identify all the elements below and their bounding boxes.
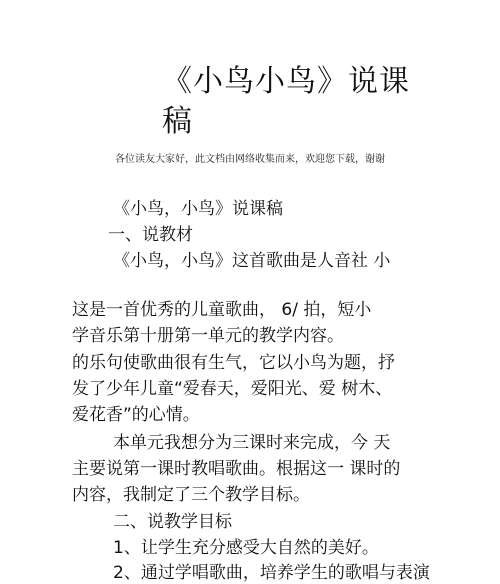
paragraph-line: 1、让学生充分感受大自然的美好。 bbox=[113, 538, 379, 558]
paragraph-line: 这是一首优秀的儿童歌曲， 6/ 拍，短小 bbox=[72, 300, 372, 320]
section-heading: 二、说教学目标 bbox=[113, 512, 232, 532]
paragraph-line: 爱花香”的心情。 bbox=[72, 405, 200, 425]
download-note: 各位读友大家好，此文档由网络收集而来，欢迎您下载，谢谢 bbox=[115, 154, 385, 165]
section-heading: 一、说教材 bbox=[108, 225, 193, 245]
paragraph-line: 内容，我制定了三个教学目标。 bbox=[72, 485, 310, 505]
document-title: 《小鸟小鸟》说课稿 bbox=[162, 64, 410, 139]
section-heading: 《小鸟，小鸟》说课稿 bbox=[113, 199, 283, 219]
paragraph-line: 的乐句使歌曲很有生气，它以小鸟为题，抒 bbox=[72, 353, 395, 373]
paragraph-line: 《小鸟，小鸟》这首歌曲是人音社 小 bbox=[113, 251, 391, 271]
paragraph-line: 2、通过学唱歌曲，培养学生的歌唱与表演 bbox=[113, 563, 430, 583]
paragraph-line: 主要说第一课时教唱歌曲。根据这一 课时的 bbox=[72, 459, 401, 479]
paragraph-line: 本单元我想分为三课时来完成，今 天 bbox=[113, 433, 391, 453]
paragraph-line: 发了少年儿童“爱春天，爱阳光、爱 树木、 bbox=[72, 379, 393, 399]
paragraph-line: 学音乐第十册第一单元的教学内容。 bbox=[72, 326, 344, 346]
